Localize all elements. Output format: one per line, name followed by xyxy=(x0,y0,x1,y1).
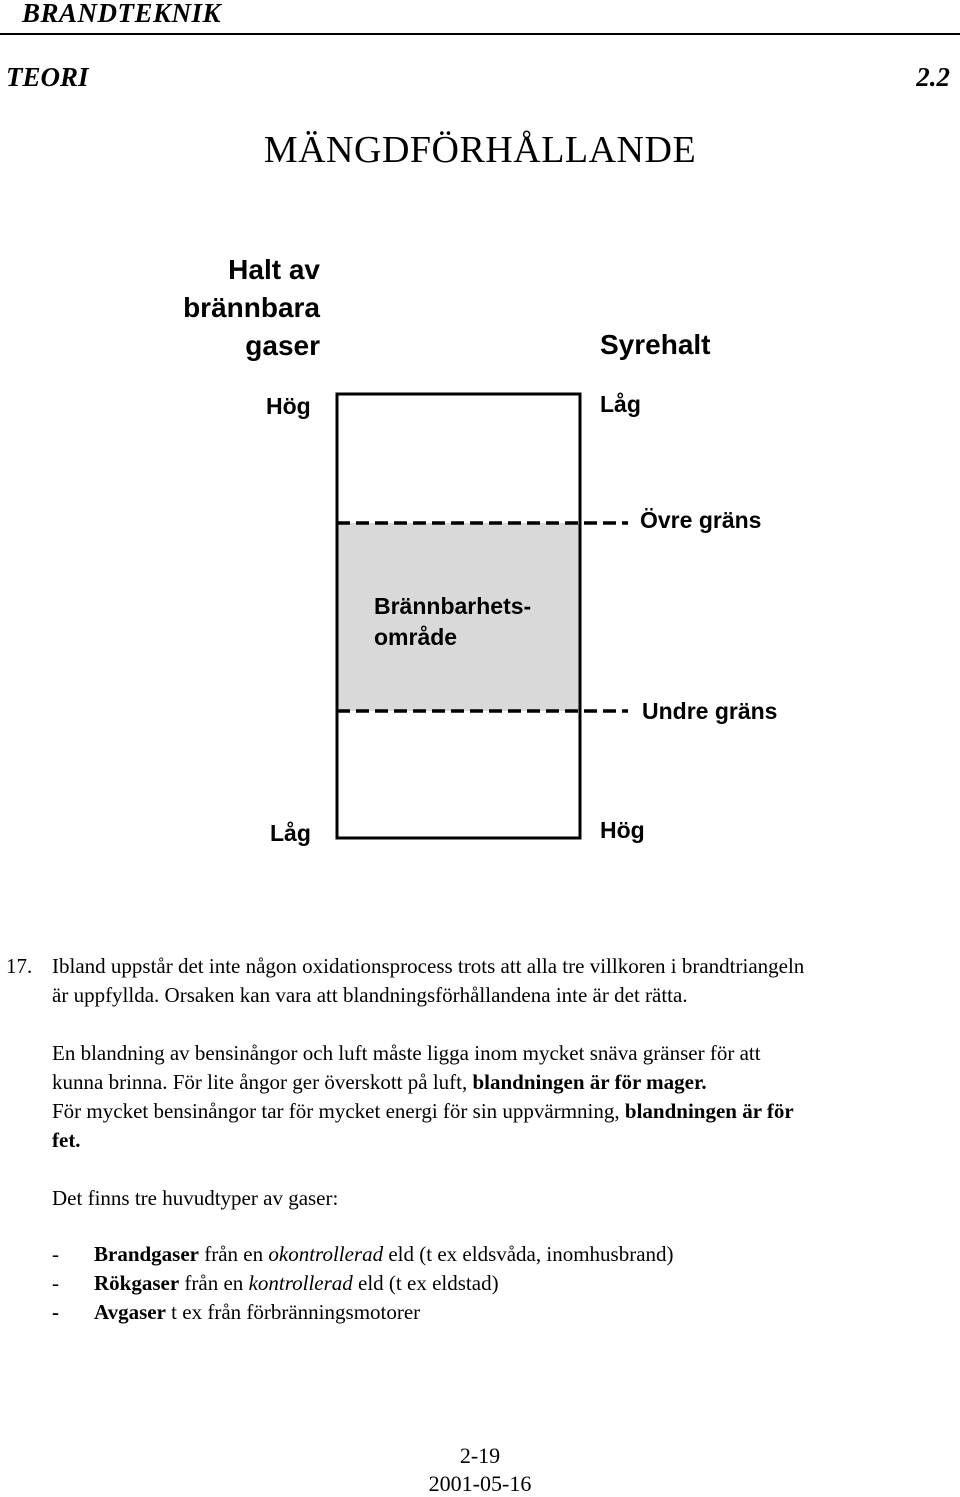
zone-label-line-2: område xyxy=(374,624,458,650)
para-line-2: kunna brinna. För lite ångor ger överskott på luft, xyxy=(52,1070,473,1094)
para-line-4-bold: fet. xyxy=(52,1128,81,1152)
left-title-line-2: brännbara xyxy=(183,292,320,323)
list-text: från en xyxy=(179,1271,249,1295)
para-line-2-bold: blandningen är för mager. xyxy=(472,1070,707,1094)
para-line-3-bold: blandningen är för xyxy=(624,1099,794,1123)
para-line-3: För mycket bensinångor tar för mycket energi för sin uppvärmning, xyxy=(52,1099,625,1123)
paragraph-mixture xyxy=(52,1039,952,1155)
section-number: 2.2 xyxy=(916,62,950,92)
brand-header: BRANDTEKNIK xyxy=(22,0,222,28)
header-rule xyxy=(0,33,960,35)
list-term: Brandgaser xyxy=(94,1242,199,1266)
list-emphasis: okontrollerad xyxy=(268,1242,384,1266)
list-dash: - xyxy=(52,1300,59,1324)
flammability-diagram xyxy=(0,240,960,860)
list-emphasis: kontrollerad xyxy=(248,1271,353,1295)
list-term: Avgaser xyxy=(94,1300,166,1324)
item-17-line-2: är uppfyllda. Orsaken kan vara att blandningsförhållandena inte är det rätta. xyxy=(52,983,688,1007)
list-term: Rökgaser xyxy=(94,1271,180,1295)
paragraph-gas-types: Det finns tre huvudtyper av gaser: xyxy=(52,1186,339,1210)
upper-limit-label: Övre gräns xyxy=(640,507,762,533)
page-title: MÄNGDFÖRHÅLLANDE xyxy=(263,129,697,171)
left-bottom-label: Låg xyxy=(270,820,311,846)
list-text: t ex från förbränningsmotorer xyxy=(165,1300,421,1324)
page-date: 2001-05-16 xyxy=(428,1471,532,1496)
list-text: eld (t ex eldstad) xyxy=(352,1271,499,1295)
list-item xyxy=(52,1269,499,1298)
left-title-line-3: gaser xyxy=(245,330,320,361)
list-item xyxy=(52,1298,420,1327)
left-title-line-1: Halt av xyxy=(228,254,320,285)
list-item-17 xyxy=(6,952,958,1010)
zone-label-line-1: Brännbarhets- xyxy=(374,593,532,619)
list-text: från en xyxy=(199,1242,269,1266)
chapter-label: TEORI xyxy=(6,62,89,92)
item-number: 17. xyxy=(6,954,33,978)
right-title: Syrehalt xyxy=(600,329,711,360)
item-17-line-1: Ibland uppstår det inte någon oxidationsprocess trots att alla tre villkoren i brandtriangeln xyxy=(52,954,805,978)
list-text: eld (t ex eldsvåda, inomhusbrand) xyxy=(383,1242,674,1266)
left-top-label: Hög xyxy=(266,393,311,419)
list-dash: - xyxy=(52,1271,59,1295)
list-item xyxy=(52,1240,674,1269)
right-top-label: Låg xyxy=(600,391,641,417)
para-line-1: En blandning av bensinångor och luft måste ligga inom mycket snäva gränser för att xyxy=(52,1041,761,1065)
page-number: 2-19 xyxy=(459,1443,501,1468)
right-bottom-label: Hög xyxy=(600,817,645,843)
list-dash: - xyxy=(52,1242,59,1266)
lower-limit-label: Undre gräns xyxy=(642,698,778,724)
